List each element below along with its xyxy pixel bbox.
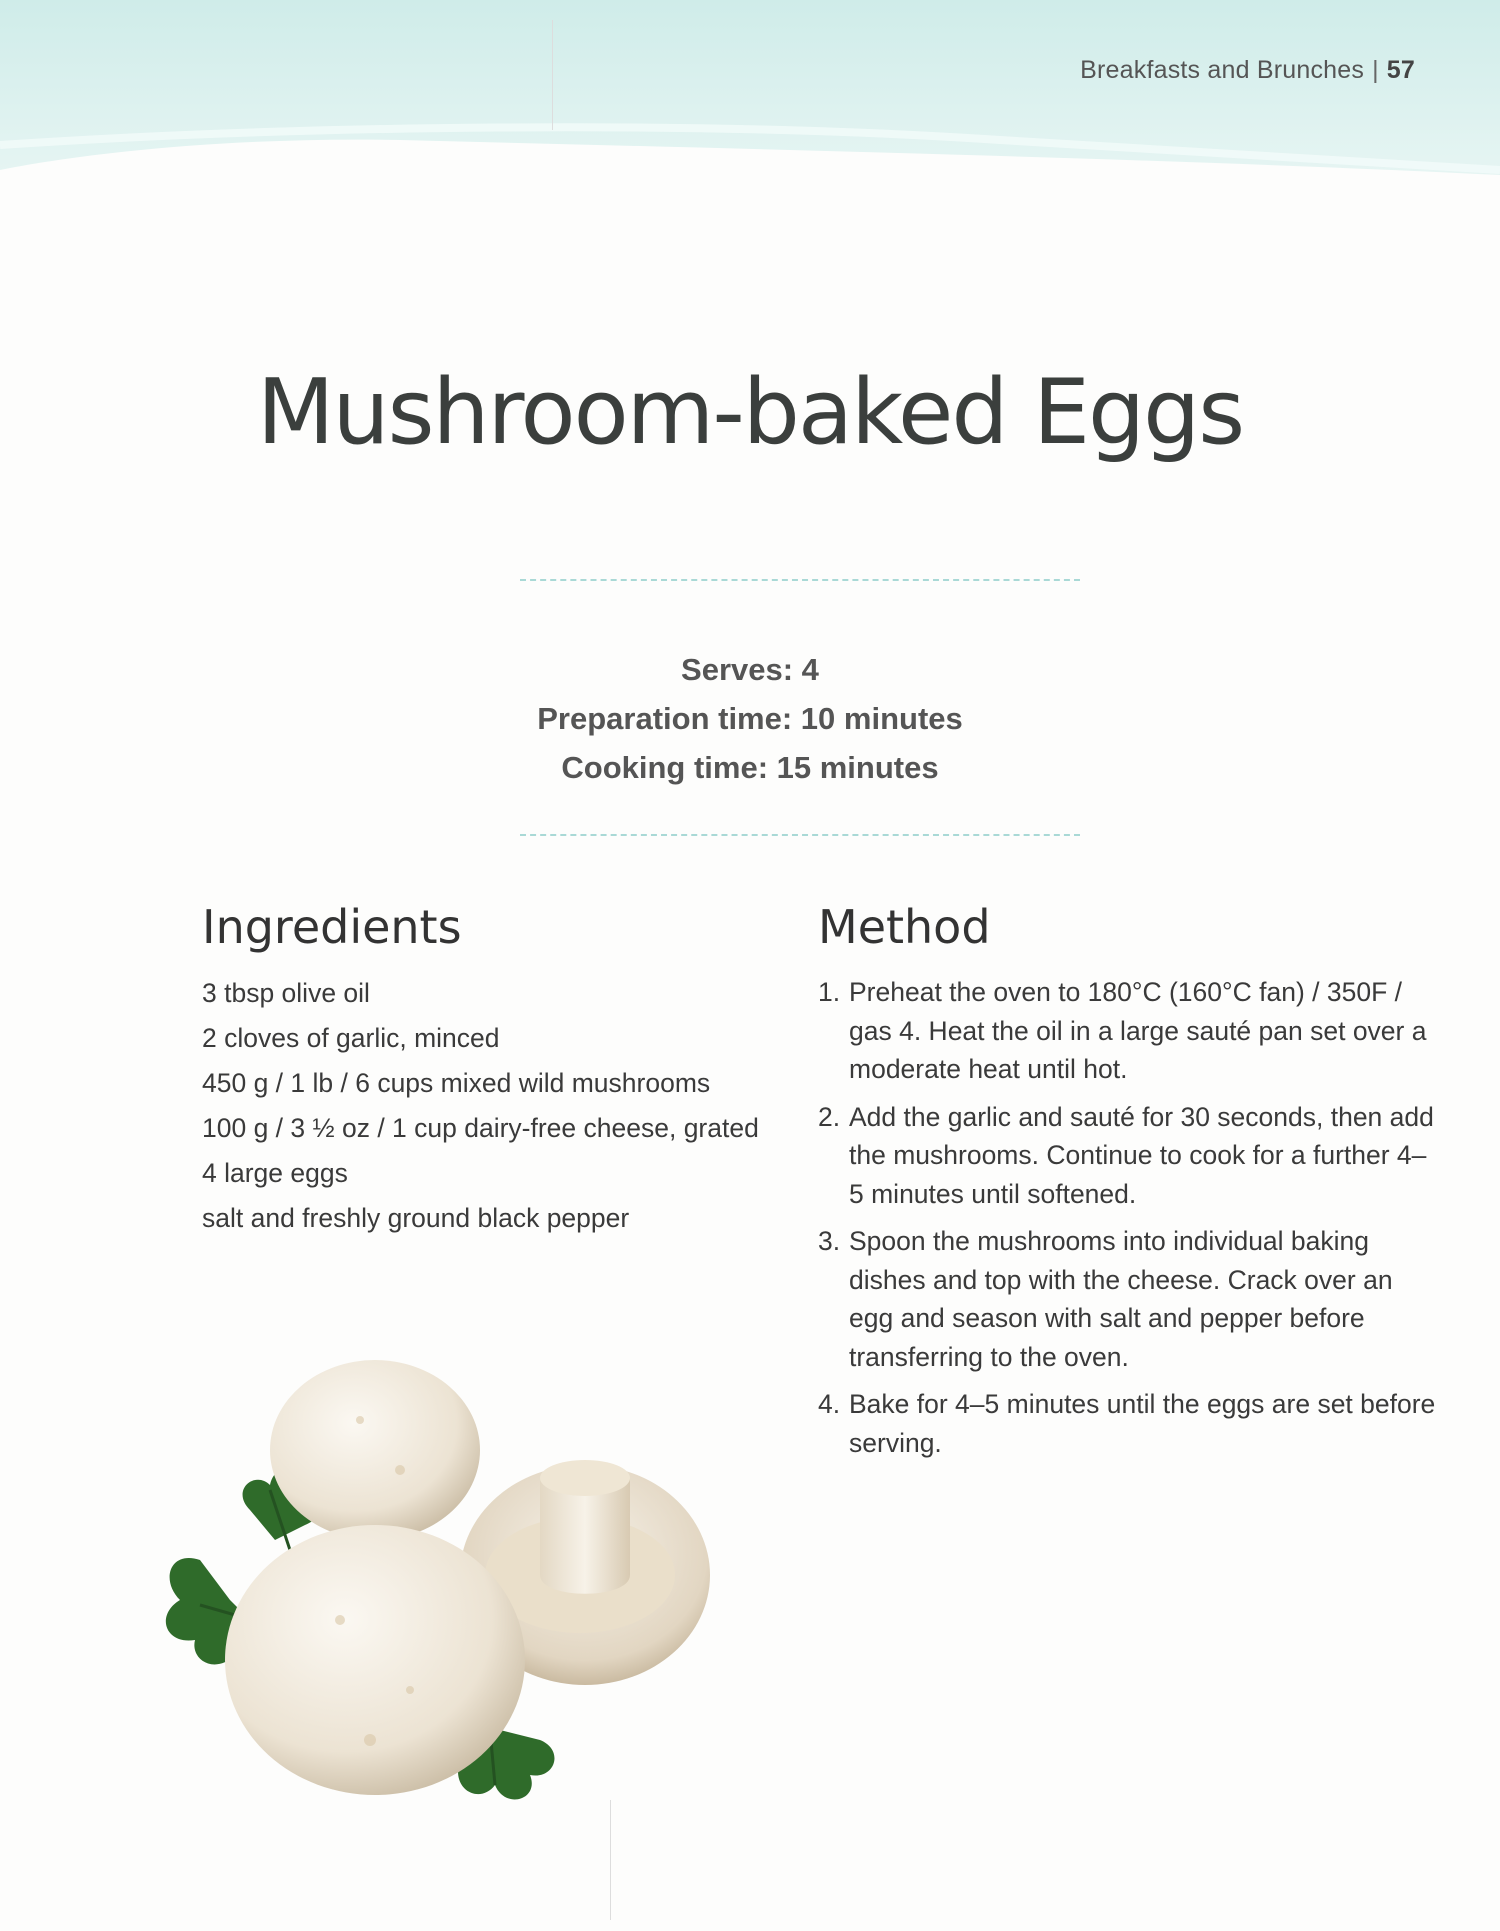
- step-text: Bake for 4–5 minutes until the eggs are set before serving.: [849, 1389, 1436, 1458]
- method-heading: Method: [818, 900, 991, 954]
- step-number: 3.: [818, 1226, 841, 1256]
- method-step: [818, 1385, 1438, 1462]
- method-step: [818, 973, 1438, 1089]
- ingredient-item: 450 g / 1 lb / 6 cups mixed wild mushrooms: [202, 1068, 711, 1098]
- divider-bottom: [520, 834, 1080, 836]
- step-number: 4.: [818, 1389, 841, 1419]
- scan-artifact: [552, 20, 553, 130]
- ingredient-item: 4 large eggs: [202, 1158, 348, 1188]
- header-separator: |: [1372, 56, 1379, 84]
- step-text: Preheat the oven to 180°C (160°C fan) / 350F / gas 4. Heat the oil in a large sauté pan set over a moderate heat until hot.: [849, 977, 1427, 1084]
- step-text: Spoon the mushrooms into individual baking dishes and top with the cheese. Crack over an egg and season with salt and pepper before transferring to the oven.: [849, 1226, 1393, 1372]
- divider-top: [520, 579, 1080, 581]
- running-header: [1080, 56, 1415, 85]
- cook-time: Cooking time: 15 minutes: [561, 750, 939, 785]
- method-step: [818, 1222, 1438, 1376]
- mushrooms-with-parsley-illustration: [160, 1360, 780, 1840]
- serves: Serves: 4: [681, 652, 819, 687]
- scan-artifact: [610, 1800, 611, 1920]
- step-number: 2.: [818, 1101, 841, 1132]
- method-list: [818, 973, 1438, 1471]
- section-name: Breakfasts and Brunches: [1080, 56, 1365, 84]
- step-number: 1.: [818, 977, 841, 1007]
- ingredient-item: salt and freshly ground black pepper: [202, 1203, 630, 1233]
- header-band: [0, 0, 1500, 200]
- method-step: [818, 1098, 1438, 1214]
- step-text: Add the garlic and sauté for 30 seconds, then add the mushrooms. Continue to cook for a further 4–5 minutes until softened.: [849, 1101, 1434, 1209]
- ingredient-item: 100 g / 3 ½ oz / 1 cup dairy-free cheese, grated: [202, 1113, 759, 1143]
- ingredient-item: 3 tbsp olive oil: [202, 978, 370, 1008]
- prep-time: Preparation time: 10 minutes: [537, 701, 963, 736]
- recipe-meta: [0, 645, 1500, 792]
- ingredients-heading: Ingredients: [202, 900, 462, 954]
- ingredients-list: [202, 971, 759, 1241]
- page-number: 57: [1386, 56, 1415, 84]
- recipe-title: Mushroom-baked Eggs: [256, 360, 1244, 465]
- ingredient-item: 2 cloves of garlic, minced: [202, 1023, 500, 1053]
